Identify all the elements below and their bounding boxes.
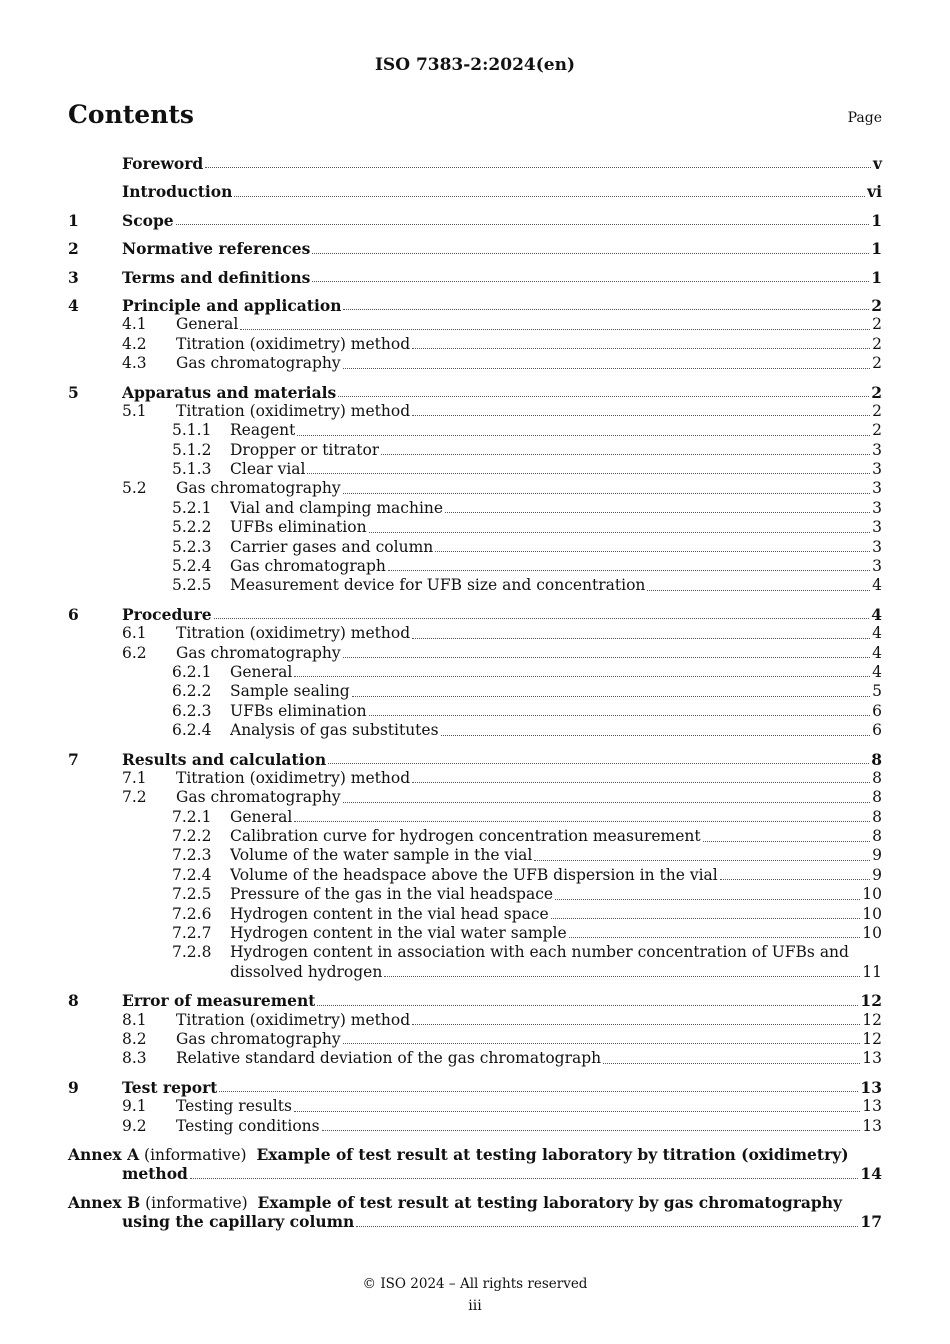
- toc-entry-page: 3: [872, 460, 882, 479]
- toc-entry-title: UFBs elimination: [230, 701, 367, 720]
- dot-leader: [603, 1063, 860, 1064]
- dot-leader: [307, 473, 870, 474]
- toc-entry-title: Analysis of gas substitutes: [230, 721, 439, 740]
- toc-entry-page: 12: [860, 991, 882, 1011]
- toc-entry[interactable]: [68, 296, 882, 315]
- annex-page: 17: [860, 1212, 882, 1232]
- toc-entry-title: Results and calculation: [122, 749, 327, 769]
- toc-entry-number: 7.2.4: [172, 865, 212, 884]
- toc-entry[interactable]: [68, 182, 882, 201]
- annex-entry[interactable]: [68, 1145, 882, 1184]
- toc-entry-title: Error of measurement: [122, 991, 316, 1011]
- toc-entry-title: Hydrogen content in the vial water sample: [230, 924, 567, 943]
- dot-leader: [369, 715, 871, 716]
- toc-entry-title: Gas chromatography: [176, 643, 341, 662]
- toc-entry-title: Carrier gases and column: [230, 537, 434, 556]
- toc-entry-page: 8: [872, 807, 882, 826]
- dot-leader: [190, 1178, 859, 1179]
- toc-entry-title: Gas chromatography: [176, 479, 341, 498]
- toc-entry-title: Relative standard deviation of the gas chromatograph: [176, 1049, 602, 1068]
- toc-entry-title: Gas chromatography: [176, 354, 341, 373]
- toc-entry-number: 6.2.3: [172, 701, 212, 720]
- toc-entry[interactable]: [68, 750, 882, 769]
- toc-entry-number: 9.2: [122, 1116, 147, 1135]
- toc-entry-page: 8: [872, 827, 882, 846]
- toc-entry-continuation[interactable]: [230, 963, 882, 982]
- annex-label: Annex A: [68, 1144, 140, 1164]
- toc-entry-page: 1: [871, 210, 882, 230]
- toc-entry-page: 8: [871, 749, 882, 769]
- toc-entry-page: 2: [871, 295, 882, 315]
- toc-entry[interactable]: [68, 769, 882, 788]
- toc-entry-title: Sample sealing: [230, 682, 350, 701]
- dot-leader: [412, 348, 870, 349]
- dot-leader: [343, 368, 870, 369]
- dot-leader: [647, 590, 870, 591]
- toc-entry-page: 1: [871, 267, 882, 287]
- dot-leader: [343, 1043, 861, 1044]
- toc-entry[interactable]: [68, 885, 882, 904]
- toc-entry-page: 2: [872, 354, 882, 373]
- toc-entry-number: 7.2.1: [172, 807, 212, 826]
- toc-entry-page: 3: [872, 498, 882, 517]
- toc-entry[interactable]: [68, 557, 882, 576]
- dot-leader: [294, 1111, 860, 1112]
- toc-entry-page: 5: [872, 682, 882, 701]
- toc-entry-number: 7.2: [122, 788, 147, 807]
- toc-entry-number: 5.1.2: [172, 440, 212, 459]
- toc-entry-page: 4: [872, 662, 882, 681]
- annex-label: Annex B: [68, 1192, 141, 1212]
- toc-entry[interactable]: [68, 211, 882, 230]
- toc-entry-number: 5.2.2: [172, 518, 212, 537]
- toc-entry-page: 2: [872, 401, 882, 420]
- toc-entry[interactable]: [68, 663, 882, 682]
- toc-entry[interactable]: [68, 1097, 882, 1116]
- annex-type: (informative): [145, 1193, 248, 1212]
- toc-entry-title: General: [230, 807, 293, 826]
- toc-entry[interactable]: [68, 518, 882, 537]
- toc-entry[interactable]: [68, 315, 882, 334]
- toc-entry[interactable]: [68, 721, 882, 740]
- toc-entry-title: Hydrogen content in association with each number concentration of UFBs and: [230, 943, 849, 962]
- toc-entry-page: 9: [872, 865, 882, 884]
- page-column-label: Page: [847, 110, 882, 126]
- toc-entry-title: General: [230, 662, 293, 681]
- toc-entry-title: Titration (oxidimetry) method: [176, 624, 411, 643]
- dot-leader: [384, 976, 860, 977]
- dot-leader: [381, 454, 870, 455]
- toc-entry-number: 5.1: [122, 401, 147, 420]
- toc-entry-page: 2: [872, 334, 882, 353]
- dot-leader: [294, 821, 870, 822]
- toc-entry-number: 6: [68, 604, 79, 624]
- toc-entry-title: Titration (oxidimetry) method: [176, 768, 411, 787]
- toc-entry-number: 8.2: [122, 1030, 147, 1048]
- table-of-contents: [68, 154, 882, 1232]
- toc-entry-number: 5.1.3: [172, 460, 212, 479]
- toc-entry-number: 7: [68, 749, 79, 769]
- toc-entry[interactable]: [68, 866, 882, 885]
- toc-entry[interactable]: [68, 905, 882, 924]
- toc-entry-number: 5.2.3: [172, 537, 212, 556]
- toc-entry-title: Vial and clamping machine: [230, 498, 444, 517]
- dot-leader: [720, 879, 870, 880]
- toc-entry-page: 13: [860, 1077, 882, 1097]
- dot-leader: [369, 532, 871, 533]
- toc-entry[interactable]: [68, 991, 882, 1010]
- dot-leader: [388, 570, 870, 571]
- dot-leader: [322, 1130, 861, 1131]
- dot-leader: [328, 763, 869, 764]
- toc-entry[interactable]: [68, 383, 882, 402]
- dot-leader: [352, 696, 870, 697]
- toc-entry-number: 3: [68, 267, 79, 287]
- toc-entry-page: 12: [862, 1010, 882, 1029]
- toc-entry-title: Test report: [122, 1077, 218, 1097]
- toc-entry-page: 13: [862, 1049, 882, 1068]
- dot-leader: [317, 1005, 858, 1006]
- dot-leader: [312, 281, 869, 282]
- toc-entry[interactable]: [68, 1049, 882, 1068]
- dot-leader: [343, 657, 870, 658]
- toc-entry-number: 6.2: [122, 643, 147, 662]
- dot-leader: [412, 638, 870, 639]
- dot-leader: [569, 937, 861, 938]
- toc-entry[interactable]: [68, 943, 882, 962]
- toc-entry-title: Titration (oxidimetry) method: [176, 401, 411, 420]
- toc-entry-title: Gas chromatography: [176, 1030, 341, 1048]
- toc-entry-number: 6.1: [122, 624, 147, 643]
- toc-entry-number: 5.2: [122, 479, 147, 498]
- toc-entry-number: 5.2.1: [172, 498, 212, 517]
- toc-entry[interactable]: [68, 788, 882, 807]
- toc-entry-title: Scope: [122, 210, 174, 230]
- toc-entry[interactable]: [68, 702, 882, 721]
- contents-heading: Contents: [68, 100, 195, 129]
- dot-leader: [441, 735, 871, 736]
- toc-entry[interactable]: [68, 924, 882, 943]
- toc-entry[interactable]: [68, 827, 882, 846]
- toc-entry-number: 7.2.7: [172, 924, 212, 943]
- dot-leader: [176, 224, 870, 225]
- toc-entry-number: 4.2: [122, 334, 147, 353]
- toc-entry[interactable]: [68, 460, 882, 479]
- toc-entry-number: 8.1: [122, 1010, 147, 1029]
- toc-entry-title: Pressure of the gas in the vial headspace: [230, 885, 554, 904]
- toc-entry-page: 9: [872, 846, 882, 865]
- dot-leader: [412, 415, 870, 416]
- toc-entry-page: 12: [862, 1030, 882, 1048]
- toc-entry-page: 4: [872, 576, 882, 595]
- dot-leader: [435, 551, 870, 552]
- toc-entry-title: Volume of the water sample in the vial: [230, 846, 533, 865]
- toc-entry-page: vi: [867, 182, 882, 202]
- toc-entry[interactable]: [68, 354, 882, 373]
- toc-entry[interactable]: [68, 421, 882, 440]
- toc-entry-page: 10: [862, 885, 882, 904]
- toc-entry-page: 1: [871, 239, 882, 259]
- dot-leader: [294, 676, 870, 677]
- toc-entry-number: 5.1.1: [172, 421, 212, 440]
- document-id-header: ISO 7383-2:2024(en): [374, 55, 575, 75]
- annex-title: Example of test result at testing laboratory by titration (oxidimetry): [256, 1144, 849, 1164]
- toc-entry-page: 13: [862, 1116, 882, 1135]
- dot-leader: [343, 802, 870, 803]
- toc-entry[interactable]: [68, 499, 882, 518]
- dot-leader: [445, 512, 870, 513]
- toc-entry-number: 6.2.1: [172, 662, 212, 681]
- toc-entry[interactable]: [68, 1011, 882, 1030]
- toc-entry-page: 4: [872, 643, 882, 662]
- toc-entry[interactable]: [68, 576, 882, 595]
- dot-leader: [297, 435, 870, 436]
- toc-entry[interactable]: [68, 479, 882, 498]
- toc-entry-number: 8.3: [122, 1049, 147, 1068]
- dot-leader: [240, 329, 870, 330]
- dot-leader: [234, 196, 865, 197]
- toc-entry[interactable]: [68, 154, 882, 173]
- toc-entry-title: UFBs elimination: [230, 518, 367, 537]
- toc-entry-number: 5: [68, 382, 79, 402]
- page-number: iii: [468, 1298, 482, 1314]
- toc-entry[interactable]: [68, 268, 882, 287]
- toc-entry-title-continued: dissolved hydrogen: [230, 962, 383, 981]
- toc-entry-title: Clear vial: [230, 460, 306, 479]
- toc-entry[interactable]: [68, 1030, 882, 1049]
- toc-entry-title: Measurement device for UFB size and concentration: [230, 576, 646, 595]
- toc-entry-number: 9.1: [122, 1097, 147, 1116]
- toc-entry-number: 7.2.3: [172, 846, 212, 865]
- toc-entry[interactable]: [68, 1117, 882, 1136]
- toc-entry-title: Titration (oxidimetry) method: [176, 334, 411, 353]
- toc-entry-number: 6.2.2: [172, 682, 212, 701]
- toc-entry-page: 10: [862, 924, 882, 943]
- dot-leader: [356, 1226, 858, 1227]
- toc-entry-number: 4.3: [122, 354, 147, 373]
- toc-entry[interactable]: [68, 682, 882, 701]
- toc-entry-number: 7.2.2: [172, 827, 212, 846]
- annex-page: 14: [860, 1164, 882, 1184]
- annex-type: (informative): [144, 1145, 247, 1164]
- toc-entry-page: 8: [872, 768, 882, 787]
- toc-entry-title: Testing conditions: [176, 1116, 320, 1135]
- toc-entry-number: 5.2.5: [172, 576, 212, 595]
- dot-leader: [214, 618, 870, 619]
- toc-entry[interactable]: [68, 644, 882, 663]
- dot-leader: [343, 309, 869, 310]
- toc-entry-title: Reagent: [230, 421, 296, 440]
- toc-entry-page: 13: [862, 1097, 882, 1116]
- toc-entry-title: Hydrogen content in the vial head space: [230, 904, 549, 923]
- toc-entry[interactable]: [68, 808, 882, 827]
- toc-entry-page: 6: [872, 701, 882, 720]
- toc-entry-title: Introduction: [122, 182, 233, 202]
- toc-entry-number: 7.2.8: [172, 943, 212, 962]
- annex-title-continued: method: [122, 1164, 188, 1184]
- dot-leader: [555, 899, 860, 900]
- toc-entry-number: 1: [68, 210, 79, 230]
- toc-entry-number: 7.2.6: [172, 904, 212, 923]
- toc-entry[interactable]: [68, 335, 882, 354]
- toc-entry[interactable]: [68, 847, 882, 866]
- toc-entry-number: 4.1: [122, 315, 147, 334]
- toc-entry-number: 7.2.5: [172, 885, 212, 904]
- toc-entry-title: Apparatus and materials: [122, 382, 337, 402]
- dot-leader: [551, 918, 861, 919]
- dot-leader: [343, 493, 870, 494]
- toc-entry-number: 6.2.4: [172, 721, 212, 740]
- copyright-footer: © ISO 2024 – All rights reserved: [362, 1276, 588, 1292]
- toc-entry-page: 10: [862, 904, 882, 923]
- dot-leader: [412, 1024, 860, 1025]
- annex-title-continued: using the capillary column: [122, 1212, 355, 1232]
- toc-entry-title: Foreword: [122, 153, 204, 173]
- toc-entry-page: 8: [872, 788, 882, 807]
- toc-entry-title: Calibration curve for hydrogen concentration measurement: [230, 827, 701, 846]
- toc-entry-number: 8: [68, 991, 79, 1011]
- toc-entry-number: 4: [68, 295, 79, 315]
- toc-entry-title: General: [176, 315, 239, 334]
- annex-title: Example of test result at testing laboratory by gas chromatography: [257, 1192, 843, 1212]
- toc-entry[interactable]: [68, 605, 882, 624]
- toc-entry[interactable]: [68, 538, 882, 557]
- toc-entry-page: 3: [872, 440, 882, 459]
- toc-entry[interactable]: [68, 239, 882, 258]
- dot-leader: [412, 782, 870, 783]
- toc-entry-number: 9: [68, 1077, 79, 1097]
- toc-entry-page: 2: [872, 421, 882, 440]
- toc-entry-page: 3: [872, 479, 882, 498]
- toc-entry-title: Procedure: [122, 604, 212, 624]
- toc-entry-number: 5.2.4: [172, 557, 212, 576]
- toc-entry-title: Testing results: [176, 1097, 292, 1116]
- toc-entry-page: 11: [862, 962, 882, 981]
- toc-entry-page: 4: [871, 604, 882, 624]
- toc-entry-title: Dropper or titrator: [230, 440, 380, 459]
- toc-entry-page: 2: [872, 315, 882, 334]
- toc-entry-title: Gas chromatograph: [230, 557, 386, 576]
- dot-leader: [338, 396, 869, 397]
- dot-leader: [312, 253, 869, 254]
- toc-entry-page: 2: [871, 382, 882, 402]
- toc-entry-page: 4: [872, 624, 882, 643]
- toc-entry-page: v: [872, 153, 882, 173]
- toc-entry[interactable]: [68, 1078, 882, 1097]
- toc-entry[interactable]: [68, 441, 882, 460]
- toc-entry-title: Principle and application: [122, 295, 342, 315]
- toc-entry-page: 6: [872, 721, 882, 740]
- toc-entry[interactable]: [68, 624, 882, 643]
- toc-entry-number: 2: [68, 239, 79, 259]
- toc-entry-title: Gas chromatography: [176, 788, 341, 807]
- dot-leader: [703, 841, 871, 842]
- toc-entry-title: Volume of the headspace above the UFB dispersion in the vial: [230, 865, 718, 884]
- toc-entry-page: 3: [872, 537, 882, 556]
- toc-entry-title: Normative references: [122, 239, 311, 259]
- toc-entry-number: 7.1: [122, 768, 147, 787]
- toc-entry-page: 3: [872, 557, 882, 576]
- toc-entry-page: 3: [872, 518, 882, 537]
- toc-entry-title: Terms and definitions: [122, 267, 311, 287]
- toc-entry-title: Titration (oxidimetry) method: [176, 1010, 411, 1029]
- dot-leader: [534, 860, 870, 861]
- annex-entry[interactable]: [68, 1193, 882, 1232]
- dot-leader: [205, 167, 871, 168]
- dot-leader: [219, 1091, 858, 1092]
- toc-entry[interactable]: [68, 402, 882, 421]
